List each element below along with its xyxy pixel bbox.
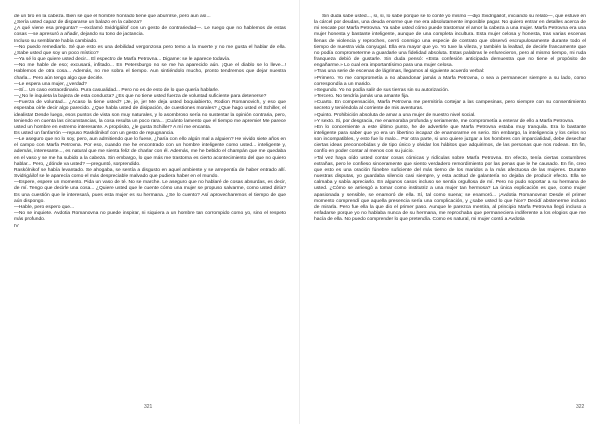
left-paragraph: —No se inquiete. Avdotia Romanovna no puede inspirar, ni siquiera a un hombre tan corrompido como yo, sino el respeto más profundo. — [14, 211, 286, 223]
left-page-text — [14, 14, 286, 414]
right-paragraph: »Y sexto. Si, por desgracia, me enamoraba profunda y seriamente, me comprometía a enterar de ello a Marfa Petrovna. — [314, 118, 575, 124]
left-paragraph: —¿No le inquieta la bajeza de esta conducta? ¿Es que no tiene usted fuerza de voluntad suficiente para detenerse? — [14, 94, 267, 100]
left-paragraph: Raskólnikof se había levantado. Se ahogaba, se sentía a disgusto en aquel ambiente y se arrepentía de haber entrado allí. Svidrigáilof se le aparecía como el más despreciable malvado que pudiera haber en el mundo. — [14, 167, 286, 180]
left-paragraph: de un tiro en la cabeza. Bien sé que el hombre honrado tiene que aburrirse, pero aun así... — [14, 14, 211, 19]
right-paragraph: »Segundo. Yo no podía salir de sus tierras sin su autorización. — [314, 87, 450, 93]
right-page — [300, 0, 600, 424]
page-number-right: 322 — [576, 404, 585, 410]
left-paragraph: —Fuerza de voluntad... ¿Acaso la tiene usted? ¡Je, je, je! Me deja usted boquiabierto, Rodion Romanovich, y eso que esperaba oírle decir algo parecido. ¿Que habla usted de disipación, de cuestiones morales? ¿Que hago usted el Schiller, el idealista! Desde luego, esos puntos de vista son muy naturales, y lo asombroso sería no sustentar la opinión contraria, pero, teniendo en cuenta las circunstancias, la cosa resulta un poco rara... ¡Cuánto lamento que el tiempo me apremie! Me parece usted un hombre en extremo interesante. A propósito, ¿le gusta Schiller? A mí me encanta. — [14, 100, 286, 130]
chapter-section-mark: IV — [14, 224, 19, 230]
left-paragraph: —Hable, pero espero que... — [14, 204, 75, 210]
left-paragraph: —Le espera una mujer, ¿verdad? — [14, 81, 87, 87]
left-paragraph: Incluso su semblante había cambiado. — [14, 38, 98, 44]
right-paragraph: »Quinto. Prohibición absoluta de amar a una mujer de nuestro nivel social. — [314, 112, 476, 118]
left-paragraph: —No puedo remediarlo. Sé que esto es una debilidad vergonzosa pero temo a la muerte y no me gusta el hablar de ella. ¿Sabe usted que soy un poco místico? — [14, 44, 286, 56]
right-paragraph: Sin duda sabe usted..., sí, sí, lo sabe porque se lo conté yo mismo —dijo Svidrigáilof, iniciando su relato—, que estuve en la cárcel por deudas, una deuda enorme que me era absolutamente imposible pagar. No quiero entrar en detalles acerca de mi rescate por Marfa Petrovna. Ya sabe usted cómo puede trastornar el amor la cabeza a una mujer. Marfa Petrovna era una mujer honesta y bastante inteligente, aunque de una completa incultura. Esta mujer celosa y honesta, tras varias escenas llenas de violencia y reproches, cerró conmigo una especie de contrato que observó escrupulosamente durante todo el tiempo de nuestra vida conyugal. Ella era mayor que yo. Yo tuve la vileza, y también la lealtad, de decirle francamente que no podía comprometerme a guardarle una fidelidad absoluta. Estas palabras le enfurecieron, pero al mismo tiempo, mi ruda franqueza debió de gustarle. Sin duda pensó: «Esta confesión anticipada demuestra que no tiene el propósito de engañarme.» Lo cual era importantísimo para una mujer celosa. — [314, 14, 586, 69]
right-paragraph: »Primero. Yo me comprometía a no abandonar jamás a Marfa Petrovna, o sea a permanecer siempre a su lado, como correspondía a un marido. — [314, 75, 586, 87]
left-paragraph: ¿Sería usted capaz de dispararse un balazo en la cabeza? — [14, 20, 142, 26]
right-page-text — [314, 14, 586, 414]
right-paragraph: »En lo concerniente a este último punto, he de advertirle que Marfa Petrovna estaba muy tranquila. Era lo bastante inteligente para saber que yo era un libertino incapaz de enamorarme en serio. Sin embargo, la inteligencia y los celos no son incompatibles, y esto fue lo malo... Por otra parte, si uno quiere juzgar a los hombres con imparcialidad, debe desechar ciertas ideas preconcebidas y de tipo único y olvidar los hábitos que adquirimos, de las personas que nos rodean. En fin, confío en poder contar al menos con su juicio. — [314, 124, 586, 155]
right-paragraph: »Tal vez haya oído usted contar cosas cómicas y ridículas sobre Marfa Petrovna. En efecto, tenía ciertas costumbres extrañas, pero le confieso sinceramente que siento verdadero remordimiento por las penas que le he causado. En fin, creo que esto es una oración fúnebre suficiente del más tierno de los maridos a la más afectuosa de las mujeres. Durante nuestras disputas, yo guardaba silencio casi siempre, y esta actitud de galantería no dejaba de producir efecto. Ella se calmaba y sabía apreciarlo. En algunos casos incluso se sentía orgullosa de mí. Pero no pudo soportar a su hermana de usted. ¿Cómo se arriesgó a tomar como institutriz a una mujer tan hermosa? La única explicación es que, como mujer apasionada y sensible, se enamoró de ella. Sí, tal como suena; se enamoró... ¡Avdotia Romanovna! Desde el primer momento comprendí que aquella presencia sería una complicación, y ¿sabe usted lo que hice? Decidí abstenerme incluso de mirarla. Pero fue ella la que dio el primer paso. Aunque le parezca mentira, al principio Marfa Petrovna llegó incluso a enfadarse porque yo no hablaba nunca de su hermana, me reprochaba que permaneciera indiferente a los elogios que me hacía de ella. No puedo comprender lo que pretendía. Como es natural, mi mujer contó a Avdotia — [314, 155, 586, 223]
page-number-left: 321 — [144, 404, 153, 410]
left-paragraph: —Le aseguro que no lo soy, pero, aun admitiendo que lo fuese, ¿haría con ello algún mal a alguien? He vivido siete años en el campo con Marfa Petrovna. Por eso, cuando me he encontrado con un hombre inteligente como usted... inteligente y, además, interesante..., es natural que me sienta feliz de charlar con él. Además, me he bebido el champán que me quedaba en el vaso y se me ha subido a la cabeza. Sin embargo, lo que más me trastorna es cierto acontecimiento del que no quiero hablar... Pero, ¿dónde va usted? —preguntó, sorprendido. — [14, 137, 286, 167]
left-paragraph: ¿A qué viene esa pregunta? —exclamó Svidrigáilof con un gesto de contrariedad—. Le ruego que no hablemos de estas cosas —se apresuró a añadir, dejando su tono de jactancia. — [14, 26, 286, 38]
right-paragraph: »Tras una serie de escenas de lágrimas, llegamos al siguiente acuerdo verbal: — [314, 69, 485, 75]
left-paragraph: —Espere, espere un momento. Pida un vaso de té. No se marche. Le aseguro que no hablaré de cosas absurdas, es decir, de mí. Tengo que decirle una cosa... ¿Quiere usted que le cuente cómo una mujer se propuso salvarme, como usted diría? Es una cuestión que le interesará, pues esta mujer es su hermana. ¿Se lo cuento? Así aprovecharemos el tiempo de que aún dispongo. — [14, 180, 286, 204]
right-paragraph: »Cuarto. En compensación, Marfa Petrovna me permitiría cortejar a las campesinas, pero siempre con su consentimiento secreto y teniéndola al corriente de mis aventuras. — [314, 100, 586, 112]
left-paragraph: —Sí... Un caso extraordinario. Pura casualidad... Pero no es de esto de lo que quería hablarle. — [14, 87, 220, 93]
left-paragraph: —No me hable de eso; excusará, infitado... En Petersburgo no se me ha aparecido aún. ¡Que el diablo se lo lleve...! Hablemos de otra cosa... Además, no me sobra el tiempo. Aun sintiéndolo mucho, pronto tendremos que dejar nuestra charla... Pero aún tengo algo que decirle. — [14, 63, 286, 81]
right-paragraph: »Tercero. No tendría jamás una amante fija. — [314, 94, 410, 100]
left-paragraph: —Ya sé lo que quiere usted decir... El espectro de Marfa Petrovna... Digame: se le aparece todavía. — [14, 57, 231, 63]
left-paragraph: Es usted un fanfarrón —repuso Raskólnikof con un gesto de repugnancia. — [14, 130, 175, 136]
